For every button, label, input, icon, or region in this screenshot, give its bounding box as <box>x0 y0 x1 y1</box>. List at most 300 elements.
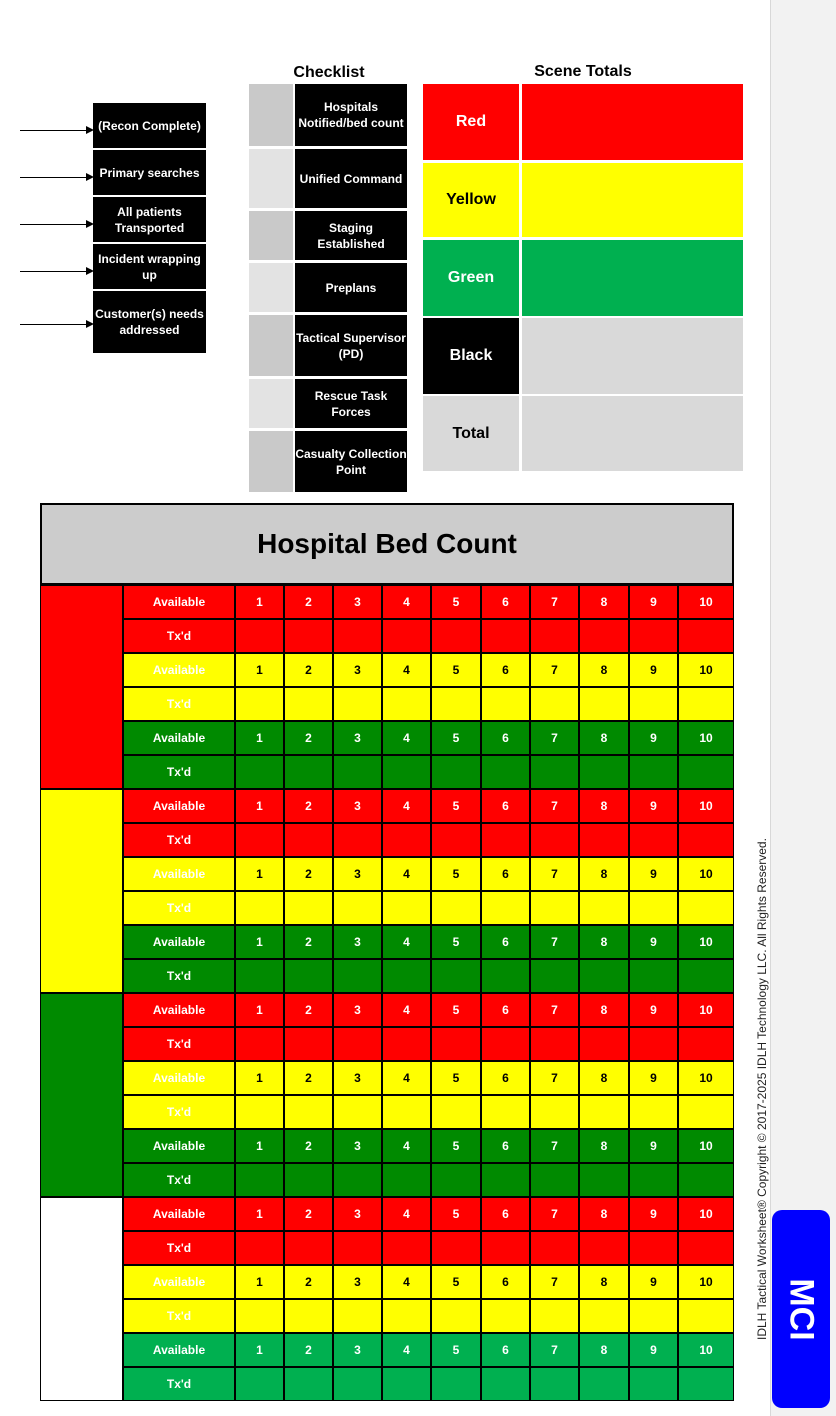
bed-number-cell[interactable]: 6 <box>481 925 530 959</box>
bed-number-cell[interactable]: 2 <box>284 585 333 619</box>
txd-entry-cell[interactable] <box>235 687 284 721</box>
bed-number-cell[interactable]: 10 <box>678 1061 734 1095</box>
txd-entry-cell[interactable] <box>579 1095 629 1129</box>
txd-entry-cell[interactable] <box>333 687 382 721</box>
txd-entry-cell[interactable] <box>284 823 333 857</box>
bed-number-cell[interactable]: 6 <box>481 1061 530 1095</box>
checklist-checkbox[interactable] <box>249 315 293 376</box>
txd-entry-cell[interactable] <box>579 959 629 993</box>
bed-number-cell[interactable]: 10 <box>678 1129 734 1163</box>
checklist-item-label: Casualty Collection Point <box>295 431 407 492</box>
txd-entry-cell[interactable] <box>530 1231 579 1265</box>
bed-number-cell[interactable]: 9 <box>629 993 678 1027</box>
txd-entry-cell[interactable] <box>530 1163 579 1197</box>
txd-entry-cell[interactable] <box>431 755 481 789</box>
txd-entry-cell[interactable] <box>284 687 333 721</box>
bed-number-cell[interactable]: 1 <box>235 1061 284 1095</box>
bed-number-cell[interactable]: 7 <box>530 1129 579 1163</box>
checklist-item-label: Hospitals Notified/bed count <box>295 84 407 146</box>
bed-number-cell[interactable]: 4 <box>382 789 431 823</box>
checklist-item-label: Staging Established <box>295 211 407 260</box>
bed-number-cell[interactable]: 4 <box>382 1265 431 1299</box>
txd-entry-cell[interactable] <box>431 1367 481 1401</box>
txd-entry-cell[interactable] <box>629 1027 678 1061</box>
txd-entry-cell[interactable] <box>382 687 431 721</box>
txd-entry-cell[interactable] <box>284 755 333 789</box>
bed-number-cell[interactable]: 1 <box>235 1129 284 1163</box>
bed-number-cell[interactable]: 5 <box>431 789 481 823</box>
bed-number-cell[interactable]: 1 <box>235 653 284 687</box>
bed-number-cell[interactable]: 3 <box>333 925 382 959</box>
txd-entry-cell[interactable] <box>481 1163 530 1197</box>
txd-entry-cell[interactable] <box>431 959 481 993</box>
txd-entry-cell[interactable] <box>382 619 431 653</box>
txd-entry-cell[interactable] <box>481 687 530 721</box>
txd-entry-cell[interactable] <box>678 619 734 653</box>
txd-row-label: Tx'd <box>123 959 235 993</box>
bed-number-cell[interactable]: 9 <box>629 721 678 755</box>
bed-number-cell[interactable]: 3 <box>333 1265 382 1299</box>
bed-number-cell[interactable]: 8 <box>579 1333 629 1367</box>
bed-number-cell[interactable]: 5 <box>431 721 481 755</box>
txd-entry-cell[interactable] <box>579 619 629 653</box>
txd-entry-cell[interactable] <box>530 959 579 993</box>
bed-number-cell[interactable]: 10 <box>678 925 734 959</box>
txd-entry-cell[interactable] <box>579 823 629 857</box>
bed-number-cell[interactable]: 6 <box>481 789 530 823</box>
hospital-name-field[interactable] <box>40 585 123 789</box>
bed-number-cell[interactable]: 2 <box>284 1333 333 1367</box>
bed-number-cell[interactable]: 1 <box>235 1265 284 1299</box>
txd-entry-cell[interactable] <box>678 687 734 721</box>
available-row-label: Available <box>123 585 235 619</box>
txd-entry-cell[interactable] <box>579 1027 629 1061</box>
bed-number-cell[interactable]: 6 <box>481 857 530 891</box>
available-row-label: Available <box>123 653 235 687</box>
txd-entry-cell[interactable] <box>530 823 579 857</box>
bed-number-cell[interactable]: 9 <box>629 857 678 891</box>
bed-number-cell[interactable]: 10 <box>678 653 734 687</box>
bed-number-cell[interactable]: 2 <box>284 857 333 891</box>
bed-number-cell[interactable]: 5 <box>431 925 481 959</box>
bed-number-cell[interactable]: 4 <box>382 1129 431 1163</box>
txd-entry-cell[interactable] <box>579 687 629 721</box>
bed-number-cell[interactable]: 8 <box>579 993 629 1027</box>
bed-number-cell[interactable]: 8 <box>579 1129 629 1163</box>
txd-entry-cell[interactable] <box>431 1299 481 1333</box>
bed-number-cell[interactable]: 3 <box>333 1197 382 1231</box>
txd-entry-cell[interactable] <box>678 1299 734 1333</box>
bed-number-cell[interactable]: 5 <box>431 993 481 1027</box>
scene-total-label: Total <box>423 396 519 471</box>
txd-entry-cell[interactable] <box>333 1367 382 1401</box>
txd-entry-cell[interactable] <box>333 1231 382 1265</box>
bed-number-cell[interactable]: 8 <box>579 653 629 687</box>
bed-number-cell[interactable]: 10 <box>678 1333 734 1367</box>
txd-entry-cell[interactable] <box>678 1367 734 1401</box>
bed-number-cell[interactable]: 1 <box>235 721 284 755</box>
txd-entry-cell[interactable] <box>284 891 333 925</box>
txd-entry-cell[interactable] <box>431 891 481 925</box>
txd-entry-cell[interactable] <box>431 1163 481 1197</box>
txd-entry-cell[interactable] <box>431 619 481 653</box>
bed-number-cell[interactable]: 5 <box>431 653 481 687</box>
bed-number-cell[interactable]: 3 <box>333 789 382 823</box>
bed-number-cell[interactable]: 4 <box>382 1197 431 1231</box>
bed-number-cell[interactable]: 5 <box>431 585 481 619</box>
txd-entry-cell[interactable] <box>481 891 530 925</box>
txd-entry-cell[interactable] <box>284 1163 333 1197</box>
bed-number-cell[interactable]: 9 <box>629 653 678 687</box>
txd-entry-cell[interactable] <box>629 619 678 653</box>
bed-number-cell[interactable]: 5 <box>431 1333 481 1367</box>
bed-number-cell[interactable]: 8 <box>579 789 629 823</box>
bed-number-cell[interactable]: 6 <box>481 993 530 1027</box>
bed-number-cell[interactable]: 6 <box>481 1197 530 1231</box>
txd-entry-cell[interactable] <box>382 823 431 857</box>
bed-number-cell[interactable]: 3 <box>333 721 382 755</box>
bed-number-cell[interactable]: 8 <box>579 1061 629 1095</box>
scene-total-label: Black <box>423 318 519 394</box>
bed-number-cell[interactable]: 5 <box>431 1197 481 1231</box>
scene-total-value-field[interactable] <box>522 84 743 160</box>
bed-number-cell[interactable]: 3 <box>333 857 382 891</box>
milestone-label: Incident wrapping up <box>93 244 206 289</box>
bed-number-cell[interactable]: 8 <box>579 857 629 891</box>
arrow-icon <box>20 324 86 325</box>
txd-entry-cell[interactable] <box>382 1027 431 1061</box>
txd-entry-cell[interactable] <box>678 959 734 993</box>
txd-entry-cell[interactable] <box>530 1027 579 1061</box>
txd-entry-cell[interactable] <box>431 1095 481 1129</box>
txd-entry-cell[interactable] <box>382 891 431 925</box>
bed-number-cell[interactable]: 3 <box>333 653 382 687</box>
scene-total-label: Red <box>423 84 519 160</box>
bed-number-cell[interactable]: 4 <box>382 857 431 891</box>
available-row-label: Available <box>123 857 235 891</box>
txd-entry-cell[interactable] <box>284 1367 333 1401</box>
txd-entry-cell[interactable] <box>579 1299 629 1333</box>
bed-number-cell[interactable]: 7 <box>530 721 579 755</box>
checklist-checkbox[interactable] <box>249 84 293 146</box>
txd-entry-cell[interactable] <box>382 1231 431 1265</box>
hospital-name-field[interactable] <box>40 789 123 993</box>
hospital-name-field[interactable] <box>40 993 123 1197</box>
txd-entry-cell[interactable] <box>530 1095 579 1129</box>
txd-entry-cell[interactable] <box>579 1231 629 1265</box>
txd-entry-cell[interactable] <box>629 1367 678 1401</box>
bed-number-cell[interactable]: 6 <box>481 585 530 619</box>
bed-number-cell[interactable]: 5 <box>431 857 481 891</box>
milestone-label: All patients Transported <box>93 197 206 242</box>
bed-number-cell[interactable]: 10 <box>678 1265 734 1299</box>
bed-number-cell[interactable]: 2 <box>284 1061 333 1095</box>
txd-entry-cell[interactable] <box>333 1299 382 1333</box>
bed-number-cell[interactable]: 4 <box>382 1333 431 1367</box>
scene-total-value-field[interactable] <box>522 163 743 237</box>
mci-tab-label: MCI <box>782 1277 821 1341</box>
bed-number-cell[interactable]: 6 <box>481 1265 530 1299</box>
txd-entry-cell[interactable] <box>530 891 579 925</box>
txd-entry-cell[interactable] <box>678 1231 734 1265</box>
bed-number-cell[interactable]: 9 <box>629 789 678 823</box>
txd-entry-cell[interactable] <box>481 1095 530 1129</box>
txd-entry-cell[interactable] <box>284 959 333 993</box>
checklist-checkbox[interactable] <box>249 211 293 260</box>
bed-number-cell[interactable]: 7 <box>530 653 579 687</box>
txd-entry-cell[interactable] <box>284 1299 333 1333</box>
available-row-label: Available <box>123 721 235 755</box>
txd-entry-cell[interactable] <box>333 959 382 993</box>
bed-number-cell[interactable]: 3 <box>333 585 382 619</box>
bed-number-cell[interactable]: 6 <box>481 721 530 755</box>
txd-entry-cell[interactable] <box>481 1299 530 1333</box>
txd-entry-cell[interactable] <box>235 959 284 993</box>
checklist-item-label: Rescue Task Forces <box>295 379 407 428</box>
bed-number-cell[interactable]: 1 <box>235 925 284 959</box>
txd-entry-cell[interactable] <box>333 755 382 789</box>
txd-entry-cell[interactable] <box>382 1163 431 1197</box>
txd-entry-cell[interactable] <box>284 1027 333 1061</box>
arrow-icon <box>20 271 86 272</box>
bed-number-cell[interactable]: 9 <box>629 585 678 619</box>
arrow-icon <box>20 224 86 225</box>
bed-number-cell[interactable]: 4 <box>382 585 431 619</box>
txd-entry-cell[interactable] <box>629 959 678 993</box>
txd-entry-cell[interactable] <box>629 687 678 721</box>
txd-entry-cell[interactable] <box>530 1299 579 1333</box>
checklist-checkbox[interactable] <box>249 149 293 208</box>
txd-entry-cell[interactable] <box>678 891 734 925</box>
bed-number-cell[interactable]: 7 <box>530 857 579 891</box>
scene-total-value-field[interactable] <box>522 396 743 471</box>
available-row-label: Available <box>123 1061 235 1095</box>
txd-entry-cell[interactable] <box>431 1231 481 1265</box>
txd-entry-cell[interactable] <box>333 1095 382 1129</box>
txd-entry-cell[interactable] <box>382 1367 431 1401</box>
bed-number-cell[interactable]: 2 <box>284 653 333 687</box>
bed-number-cell[interactable]: 7 <box>530 1197 579 1231</box>
checklist-checkbox[interactable] <box>249 431 293 492</box>
txd-entry-cell[interactable] <box>629 755 678 789</box>
txd-entry-cell[interactable] <box>481 755 530 789</box>
txd-entry-cell[interactable] <box>382 1095 431 1129</box>
txd-entry-cell[interactable] <box>579 1367 629 1401</box>
txd-entry-cell[interactable] <box>333 891 382 925</box>
bed-number-cell[interactable]: 10 <box>678 721 734 755</box>
arrow-icon <box>20 177 86 178</box>
bed-number-cell[interactable]: 8 <box>579 925 629 959</box>
bed-number-cell[interactable]: 3 <box>333 1333 382 1367</box>
bed-number-cell[interactable]: 9 <box>629 1129 678 1163</box>
bed-number-cell[interactable]: 1 <box>235 993 284 1027</box>
txd-entry-cell[interactable] <box>333 619 382 653</box>
txd-entry-cell[interactable] <box>235 1027 284 1061</box>
txd-row-label: Tx'd <box>123 891 235 925</box>
txd-entry-cell[interactable] <box>579 1163 629 1197</box>
txd-entry-cell[interactable] <box>235 1367 284 1401</box>
bed-number-cell[interactable]: 9 <box>629 925 678 959</box>
txd-entry-cell[interactable] <box>382 1299 431 1333</box>
txd-entry-cell[interactable] <box>530 619 579 653</box>
bed-number-cell[interactable]: 7 <box>530 1333 579 1367</box>
txd-entry-cell[interactable] <box>678 823 734 857</box>
txd-entry-cell[interactable] <box>481 1027 530 1061</box>
bed-number-cell[interactable]: 7 <box>530 585 579 619</box>
txd-entry-cell[interactable] <box>235 1163 284 1197</box>
txd-entry-cell[interactable] <box>530 1367 579 1401</box>
checklist-checkbox[interactable] <box>249 379 293 428</box>
txd-entry-cell[interactable] <box>431 687 481 721</box>
txd-row-label: Tx'd <box>123 1367 235 1401</box>
bed-number-cell[interactable]: 10 <box>678 993 734 1027</box>
bed-number-cell[interactable]: 3 <box>333 993 382 1027</box>
txd-entry-cell[interactable] <box>530 687 579 721</box>
txd-entry-cell[interactable] <box>235 1299 284 1333</box>
bed-number-cell[interactable]: 2 <box>284 721 333 755</box>
bed-number-cell[interactable]: 5 <box>431 1129 481 1163</box>
txd-entry-cell[interactable] <box>530 755 579 789</box>
txd-entry-cell[interactable] <box>431 1027 481 1061</box>
bed-number-cell[interactable]: 7 <box>530 1061 579 1095</box>
txd-entry-cell[interactable] <box>481 619 530 653</box>
available-row-label: Available <box>123 789 235 823</box>
bed-number-cell[interactable]: 9 <box>629 1333 678 1367</box>
scene-total-value-field[interactable] <box>522 318 743 394</box>
checklist-item-label: Preplans <box>295 263 407 312</box>
bed-number-cell[interactable]: 10 <box>678 585 734 619</box>
bed-number-cell[interactable]: 2 <box>284 789 333 823</box>
txd-entry-cell[interactable] <box>431 823 481 857</box>
bed-number-cell[interactable]: 6 <box>481 653 530 687</box>
txd-entry-cell[interactable] <box>235 891 284 925</box>
checklist-checkbox[interactable] <box>249 263 293 312</box>
txd-entry-cell[interactable] <box>235 1231 284 1265</box>
txd-row-label: Tx'd <box>123 823 235 857</box>
bed-number-cell[interactable]: 3 <box>333 1061 382 1095</box>
bed-number-cell[interactable]: 7 <box>530 925 579 959</box>
bed-number-cell[interactable]: 1 <box>235 857 284 891</box>
txd-entry-cell[interactable] <box>678 1163 734 1197</box>
txd-entry-cell[interactable] <box>284 1095 333 1129</box>
txd-entry-cell[interactable] <box>481 1231 530 1265</box>
bed-number-cell[interactable]: 4 <box>382 993 431 1027</box>
bed-number-cell[interactable]: 7 <box>530 993 579 1027</box>
txd-entry-cell[interactable] <box>235 1095 284 1129</box>
hospital-bed-count-title: Hospital Bed Count <box>40 503 734 585</box>
bed-number-cell[interactable]: 8 <box>579 1197 629 1231</box>
bed-number-cell[interactable]: 5 <box>431 1265 481 1299</box>
bed-number-cell[interactable]: 10 <box>678 789 734 823</box>
bed-number-cell[interactable]: 2 <box>284 925 333 959</box>
txd-row-label: Tx'd <box>123 1095 235 1129</box>
txd-entry-cell[interactable] <box>284 1231 333 1265</box>
txd-entry-cell[interactable] <box>629 1231 678 1265</box>
scene-totals-title: Scene Totals <box>534 63 632 80</box>
txd-entry-cell[interactable] <box>629 1163 678 1197</box>
bed-number-cell[interactable]: 9 <box>629 1061 678 1095</box>
bed-number-cell[interactable]: 7 <box>530 1265 579 1299</box>
bed-number-cell[interactable]: 4 <box>382 1061 431 1095</box>
txd-entry-cell[interactable] <box>629 823 678 857</box>
bed-number-cell[interactable]: 1 <box>235 585 284 619</box>
txd-entry-cell[interactable] <box>235 823 284 857</box>
bed-number-cell[interactable]: 9 <box>629 1265 678 1299</box>
copyright-notice: IDLH Tactical Worksheet® Copyright © 2017-2025 IDLH Technology LLC. All Rights Reserved. <box>755 838 769 1340</box>
txd-entry-cell[interactable] <box>678 755 734 789</box>
bed-number-cell[interactable]: 1 <box>235 789 284 823</box>
txd-row-label: Tx'd <box>123 1231 235 1265</box>
bed-number-cell[interactable]: 8 <box>579 1265 629 1299</box>
available-row-label: Available <box>123 1265 235 1299</box>
txd-entry-cell[interactable] <box>629 1299 678 1333</box>
txd-entry-cell[interactable] <box>382 755 431 789</box>
txd-entry-cell[interactable] <box>579 891 629 925</box>
txd-entry-cell[interactable] <box>481 959 530 993</box>
available-row-label: Available <box>123 1333 235 1367</box>
checklist-item-label: Unified Command <box>295 149 407 208</box>
mci-tab[interactable] <box>772 1210 830 1408</box>
txd-row-label: Tx'd <box>123 1027 235 1061</box>
txd-entry-cell[interactable] <box>678 1027 734 1061</box>
arrow-icon <box>20 130 86 131</box>
txd-entry-cell[interactable] <box>333 1027 382 1061</box>
bed-number-cell[interactable]: 8 <box>579 721 629 755</box>
txd-entry-cell[interactable] <box>333 823 382 857</box>
txd-entry-cell[interactable] <box>678 1095 734 1129</box>
txd-entry-cell[interactable] <box>579 755 629 789</box>
bed-number-cell[interactable]: 1 <box>235 1197 284 1231</box>
txd-entry-cell[interactable] <box>235 619 284 653</box>
bed-number-cell[interactable]: 2 <box>284 1197 333 1231</box>
txd-entry-cell[interactable] <box>284 619 333 653</box>
txd-row-label: Tx'd <box>123 1299 235 1333</box>
txd-entry-cell[interactable] <box>481 823 530 857</box>
bed-number-cell[interactable]: 1 <box>235 1333 284 1367</box>
bed-number-cell[interactable]: 8 <box>579 585 629 619</box>
available-row-label: Available <box>123 1129 235 1163</box>
checklist-item-label: Tactical Supervisor (PD) <box>295 315 407 376</box>
bed-number-cell[interactable]: 7 <box>530 789 579 823</box>
txd-entry-cell[interactable] <box>382 959 431 993</box>
bed-number-cell[interactable]: 2 <box>284 1129 333 1163</box>
available-row-label: Available <box>123 1197 235 1231</box>
txd-entry-cell[interactable] <box>629 1095 678 1129</box>
txd-entry-cell[interactable] <box>333 1163 382 1197</box>
bed-number-cell[interactable]: 10 <box>678 1197 734 1231</box>
txd-entry-cell[interactable] <box>629 891 678 925</box>
txd-row-label: Tx'd <box>123 687 235 721</box>
bed-number-cell[interactable]: 6 <box>481 1333 530 1367</box>
bed-number-cell[interactable]: 4 <box>382 721 431 755</box>
checklist-title: Checklist <box>293 64 365 81</box>
bed-number-cell[interactable]: 4 <box>382 653 431 687</box>
txd-entry-cell[interactable] <box>481 1367 530 1401</box>
bed-number-cell[interactable]: 9 <box>629 1197 678 1231</box>
bed-number-cell[interactable]: 3 <box>333 1129 382 1163</box>
bed-number-cell[interactable]: 2 <box>284 1265 333 1299</box>
bed-number-cell[interactable]: 6 <box>481 1129 530 1163</box>
bed-number-cell[interactable]: 10 <box>678 857 734 891</box>
bed-number-cell[interactable]: 4 <box>382 925 431 959</box>
txd-row-label: Tx'd <box>123 619 235 653</box>
bed-number-cell[interactable]: 5 <box>431 1061 481 1095</box>
txd-entry-cell[interactable] <box>235 755 284 789</box>
bed-number-cell[interactable]: 2 <box>284 993 333 1027</box>
scene-total-label: Green <box>423 240 519 316</box>
scene-total-value-field[interactable] <box>522 240 743 316</box>
hospital-name-field[interactable] <box>40 1197 123 1401</box>
